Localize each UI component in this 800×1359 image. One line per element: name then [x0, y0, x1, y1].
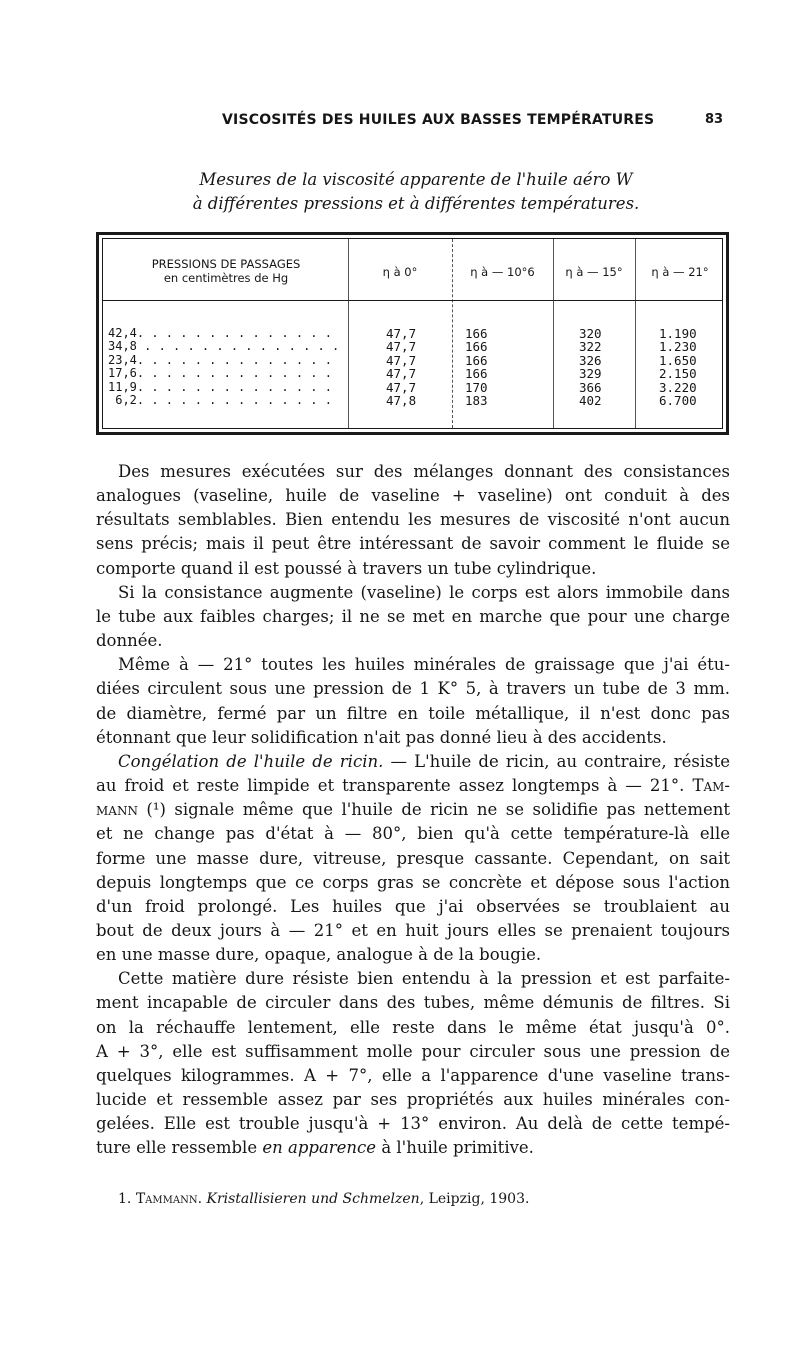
header-eta-minus-10-6: η à — 10°6 — [470, 265, 535, 279]
text-line: on la réchauffe lentement, elle reste dans le même état jusqu'à 0°. — [96, 1017, 730, 1037]
eta-minus-10-6-column: 166 166 166 166 170 183 — [465, 326, 488, 409]
text-line: analogues (vaseline, huile de vaseline + vaseline) ont conduit à des — [96, 486, 730, 506]
text-line: Si la consistance augmente (vaseline) le corps est alors immobile dans — [118, 582, 730, 602]
paragraph-3 — [96, 653, 730, 750]
author-tammann: Tam- — [692, 776, 730, 796]
text-line: forme une masse dure, vitreuse, presque cassante. Cependant, on sait — [96, 848, 730, 868]
pressure-column: 42,4. . . . . . . . . . . . . . 34,8 . . . . . . . . . . . . . . 23,4. . . . . . . . . . . . . . 17,6. . . . . . . . . . . . . . 11,9. . . . . . . . . . . . . . 6,2. . . . . . . . . . . . . . — [108, 326, 340, 408]
table-caption — [100, 168, 732, 216]
text-line — [96, 750, 730, 774]
footnote-number: 1. — [118, 1191, 136, 1207]
eta-minus-21-column: 1.190 1.230 1.650 2.150 3.220 6.700 — [659, 326, 697, 409]
caption-line: à différentes pressions et à différentes températures. — [192, 194, 640, 213]
header-rule — [103, 300, 722, 301]
header-pressures — [111, 257, 341, 285]
text-line: depuis longtemps que ce corps gras se concrète et dépose sous l'action — [96, 872, 730, 892]
text-line: Même à — 21° toutes les huiles minérales de graissage que j'ai étu- — [118, 655, 730, 675]
eta-0-column: 47,7 47,7 47,7 47,7 47,7 47,8 — [386, 326, 417, 409]
text-fragment: ture elle ressemble — [96, 1138, 263, 1158]
text-line: de diamètre, fermé par un filtre en toile métallique, il n'est donc pas — [96, 703, 730, 723]
text-fragment: au froid et reste limpide et transparente assez longtemps à — 21°. — [96, 776, 693, 796]
body-text — [96, 460, 730, 1161]
author-tammann: mann — [96, 800, 138, 820]
header-pressures-line2: en centimètres de Hg — [163, 271, 289, 285]
text-line: Cette matière dure résiste bien entendu à la pression et est parfaite- — [118, 969, 730, 989]
section-heading-ricin: Congélation de l'huile de ricin. — [118, 751, 384, 771]
footnote-rest: , Leipzig, 1903. — [419, 1191, 530, 1207]
text-line: diées circulent sous une pression de 1 K° 5, à travers un tube de 3 mm. — [96, 679, 730, 699]
text-line: d'un froid prolongé. Les huiles que j'ai observées se troublaient au — [96, 896, 730, 916]
header-pressures-line1: PRESSIONS DE PASSAGES — [151, 257, 301, 271]
table-inner-border — [102, 238, 723, 429]
running-title: VISCOSITÉS DES HUILES AUX BASSES TEMPÉRATURES — [222, 112, 655, 128]
text-line: ment incapable de circuler dans des tubes, même démunis de filtres. Si — [96, 993, 730, 1013]
text-line — [96, 774, 730, 798]
emphasis: en apparence — [262, 1138, 377, 1158]
text-line: résultats semblables. Bien entendu les mesures de viscosité n'ont aucun — [96, 510, 730, 530]
text-line: quelques kilogrammes. A + 7°, elle a l'apparence d'une vaseline trans- — [96, 1065, 730, 1085]
text-line: bout de deux jours à — 21° et en huit jours elles se prenaient toujours — [96, 920, 730, 940]
text-line: le tube aux faibles charges; il ne se met en marche que pour une charge — [96, 606, 730, 626]
text-line: A + 3°, elle est suffisamment molle pour circuler sous une pression de — [96, 1041, 730, 1061]
text-line: en une masse dure, opaque, analogue à de la bougie. — [96, 945, 542, 965]
paragraph-1 — [96, 460, 730, 581]
text-line: comporte quand il est poussé à travers un tube cylindrique. — [96, 558, 597, 578]
page-number: 83 — [705, 112, 724, 127]
header-eta-minus-21: η à — 21° — [651, 265, 709, 279]
caption-line: Mesures de la viscosité apparente de l'huile aéro W — [199, 170, 633, 189]
viscosity-table — [96, 232, 729, 435]
text-line — [96, 798, 730, 822]
paragraph-5 — [96, 967, 730, 1160]
footnote-title: Kristallisieren und Schmelzen — [202, 1191, 420, 1207]
text-line: lucide et ressemble assez par ses propriétés aux huiles minérales con- — [96, 1090, 730, 1110]
paragraph-4 — [96, 750, 730, 967]
eta-minus-15-column: 320 322 326 329 366 402 — [579, 326, 602, 409]
footnote — [118, 1191, 529, 1207]
text-line: donnée. — [96, 631, 163, 651]
text-line: Des mesures exécutées sur des mélanges donnant des consistances — [118, 462, 730, 481]
paragraph-2 — [96, 581, 730, 653]
footnote-author: Tammann. — [135, 1191, 203, 1207]
text-fragment: — L'huile de ricin, au contraire, résiste — [383, 751, 730, 771]
text-line: gelées. Elle est trouble jusqu'à + 13° environ. Au delà de cette tempé- — [96, 1114, 730, 1134]
text-fragment: à l'huile primitive. — [376, 1138, 534, 1158]
text-line: sens précis; mais il peut être intéressant de savoir comment le fluide se — [96, 534, 730, 554]
text-line: et ne change pas d'état à — 80°, bien qu'à cette température-là elle — [96, 824, 730, 844]
text-fragment: (¹) signale même que l'huile de ricin ne se solidifie pas nettement — [137, 800, 730, 820]
header-eta-0: η à 0° — [382, 265, 418, 279]
text-line — [96, 1136, 730, 1160]
header-eta-minus-15: η à — 15° — [565, 265, 623, 279]
text-line: étonnant que leur solidification n'ait pas donné lieu à des accidents. — [96, 727, 667, 747]
